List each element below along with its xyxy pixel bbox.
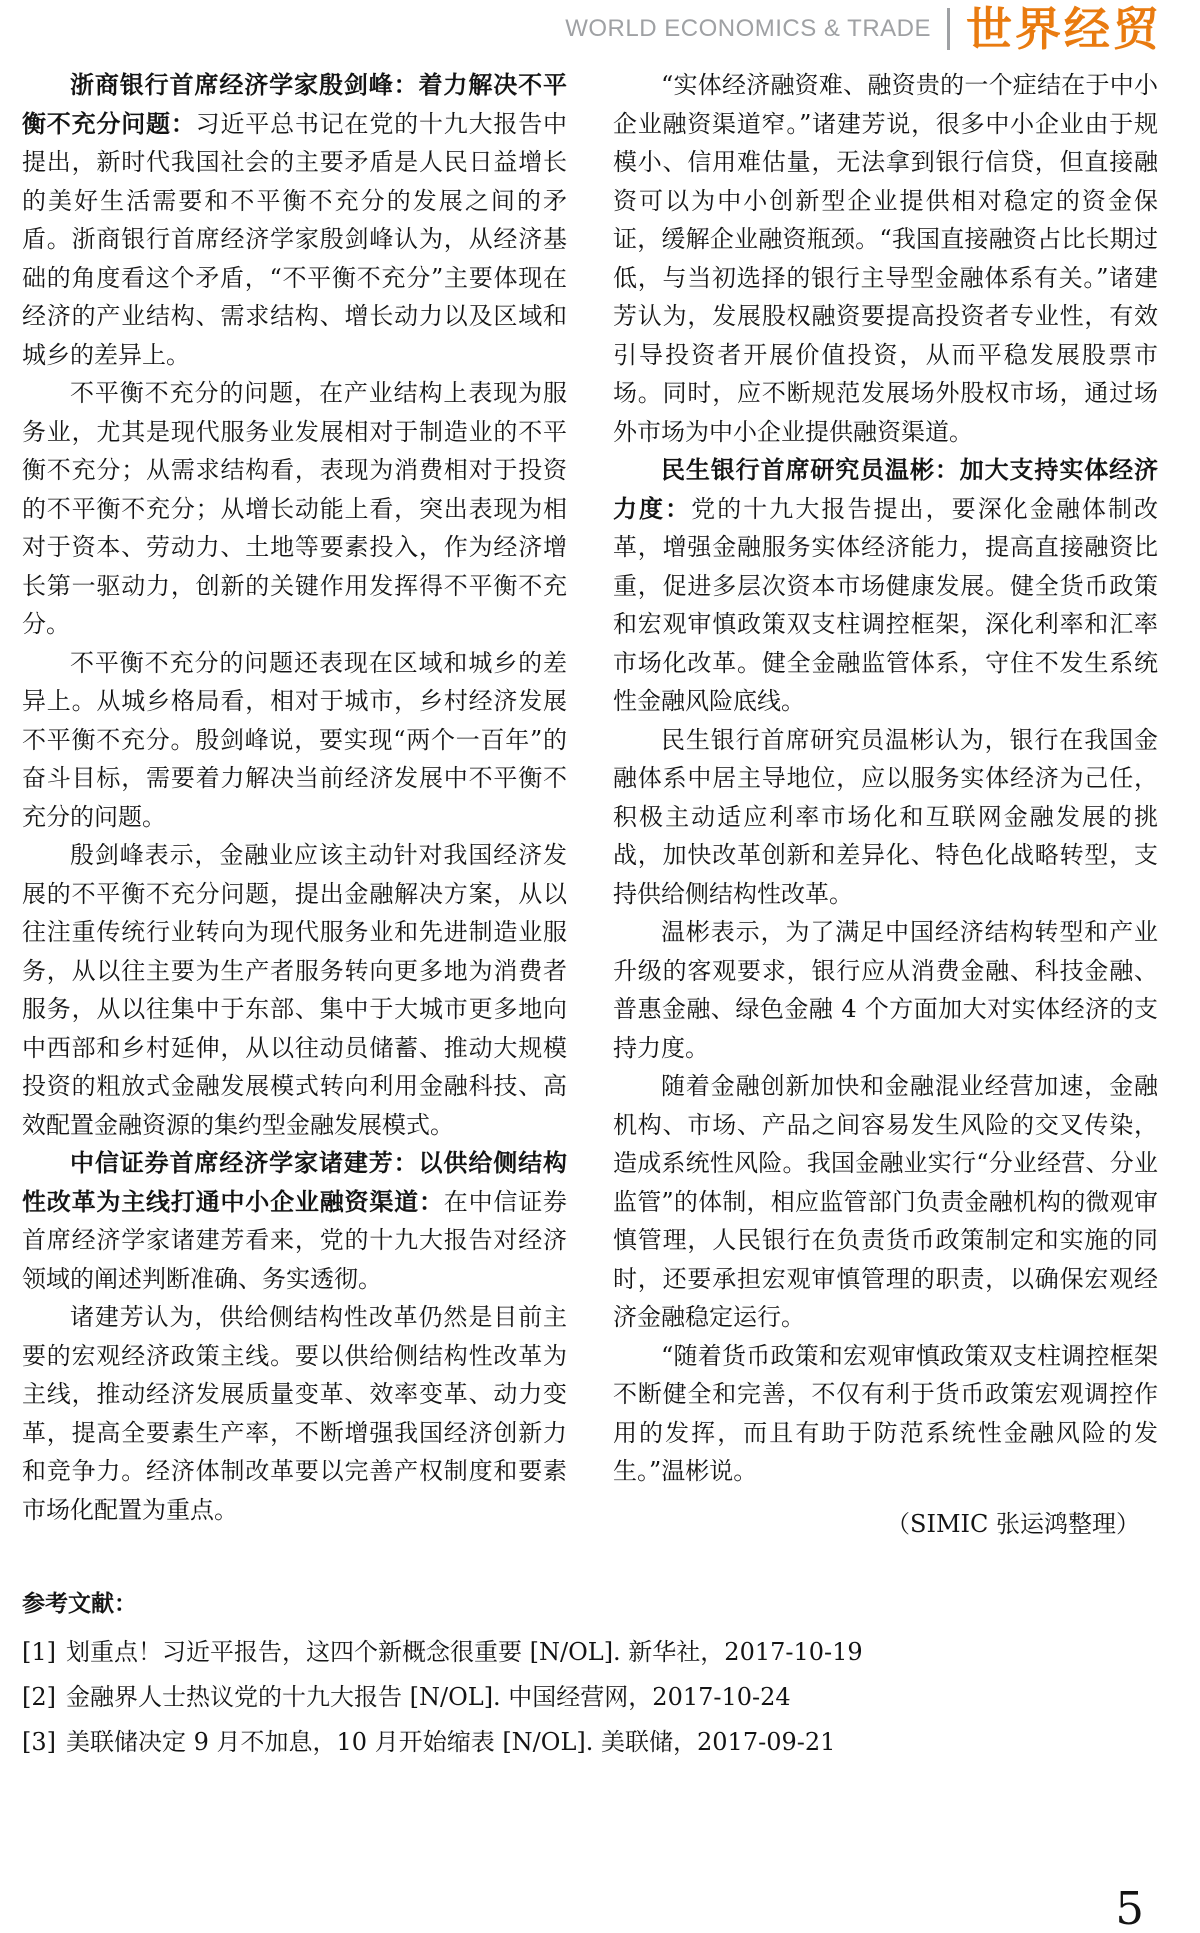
paragraph-lead: 民生银行首席研究员温彬：加大支持实体经济力度： (613, 455, 1158, 523)
paragraph (613, 66, 1158, 451)
paragraph-lead: 中信证券首席经济学家诸建芳：以供给侧结构性改革为主线打通中小企业融资渠道： (22, 1148, 567, 1216)
paragraph (22, 66, 567, 374)
paragraph-text: 温彬表示，为了满足中国经济结构转型和产业升级的客观要求，银行应从消费金融、科技金融、普惠金融、绿色金融 4 个方面加大对实体经济的支持力度。 (613, 918, 1158, 1062)
header-divider (947, 8, 950, 50)
paragraph-text: “随着货币政策和宏观审慎政策双支柱调控框架不断健全和完善，不仅有利于货币政策宏观调控作用的发挥，而且有助于防范系统性金融风险的发生。”温彬说。 (613, 1341, 1158, 1485)
article-body (22, 66, 1158, 1543)
reference-item (22, 1630, 1158, 1675)
reference-item (22, 1720, 1158, 1765)
paragraph-text: 不平衡不充分的问题还表现在区域和城乡的差异上。从城乡格局看，相对于城市，乡村经济发展不平衡不充分。殷剑峰说，要实现“两个一百年”的奋斗目标，需要着力解决当前经济发展中不平衡不充分的问题。 (22, 648, 567, 831)
reference-text: 划重点！习近平报告，这四个新概念很重要 [N/OL]. 新华社，2017-10-19 (66, 1638, 863, 1666)
paragraph-text: 随着金融创新加快和金融混业经营加速，金融机构、市场、产品之间容易发生风险的交叉传染，造成系统性风险。我国金融业实行“分业经营、分业监管”的体制，相应监管部门负责金融机构的微观审慎管理，人民银行在负责货币政策制定和实施的同时，还要承担宏观审慎管理的职责，以确保宏观经济金融稳定运行。 (613, 1072, 1158, 1331)
paragraph-text: 不平衡不充分的问题，在产业结构上表现为服务业，尤其是现代服务业发展相对于制造业的不平衡不充分；从需求结构看，表现为消费相对于投资的不平衡不充分；从增长动能上看，突出表现为相对于资本、劳动力、土地等要素投入，作为经济增长第一驱动力，创新的关键作用发挥得不平衡不充分。 (22, 379, 567, 638)
paragraph (613, 1337, 1158, 1491)
paragraph (22, 1298, 567, 1529)
byline: （SIMIC 张运鸿整理） (886, 1509, 1140, 1538)
paragraph (613, 1067, 1158, 1337)
paragraph (613, 913, 1158, 1067)
right-column (613, 66, 1158, 1543)
paragraph-text: 党的十九大报告提出，要深化金融体制改革，增强金融服务实体经济能力，提高直接融资比重，促进多层次资本市场健康发展。健全货币政策和宏观审慎政策双支柱调控框架，深化利率和汇率市场化改革。健全金融监管体系，守住不发生系统性金融风险底线。 (613, 494, 1159, 715)
paragraph-text: 在中信证券首席经济学家诸建芳看来，党的十九大报告对经济领域的阐述判断准确、务实透彻。 (22, 1187, 568, 1293)
left-column (22, 66, 567, 1543)
reference-label: [3] (22, 1728, 56, 1756)
reference-label: [1] (22, 1638, 56, 1666)
references-section (22, 1585, 1158, 1765)
reference-label: [2] (22, 1683, 56, 1711)
paragraph (613, 451, 1158, 721)
paragraph-text: 诸建芳认为，供给侧结构性改革仍然是目前主要的宏观经济政策主线。要以供给侧结构性改革为主线，推动经济发展质量变革、效率变革、动力变革，提高全要素生产率，不断增强我国经济创新力和竞争力。经济体制改革要以完善产权制度和要素市场化配置为重点。 (22, 1303, 567, 1524)
paragraph-text: “实体经济融资难、融资贵的一个症结在于中小企业融资渠道窄。”诸建芳说，很多中小企业由于规模小、信用难估量，无法拿到银行信贷，但直接融资可以为中小创新型企业提供相对稳定的资金保证，缓解企业融资瓶颈。“我国直接融资占比长期过低，与当初选择的银行主导型金融体系有关。”诸建芳认为，发展股权融资要提高投资者专业性，有效引导投资者开展价值投资，从而平稳发展股票市场。同时，应不断规范发展场外股权市场，通过场外市场为中小企业提供融资渠道。 (613, 71, 1158, 446)
journal-title-english: WORLD ECONOMICS & TRADE (565, 15, 931, 42)
reference-text: 美联储决定 9 月不加息，10 月开始缩表 [N/OL]. 美联储，2017-09-21 (66, 1728, 836, 1756)
page-header (565, 2, 1162, 56)
references-heading: 参考文献： (22, 1591, 137, 1617)
paragraph (22, 1144, 567, 1298)
paragraph (22, 644, 567, 837)
journal-title-chinese: 世界经贸 (966, 2, 1162, 56)
paragraph-text: 习近平总书记在党的十九大报告中提出，新时代我国社会的主要矛盾是人民日益增长的美好生活需要和不平衡不充分的发展之间的矛盾。浙商银行首席经济学家殷剑峰认为，从经济基础的角度看这个矛盾，“不平衡不充分”主要体现在经济的产业结构、需求结构、增长动力以及区域和城乡的差异上。 (22, 109, 568, 369)
reference-item (22, 1675, 1158, 1720)
paragraph-text: 民生银行首席研究员温彬认为，银行在我国金融体系中居主导地位，应以服务实体经济为己任，积极主动适应利率市场化和互联网金融发展的挑战，加快改革创新和差异化、特色化战略转型，支持供给侧结构性改革。 (613, 725, 1158, 908)
paragraph (22, 374, 567, 644)
paragraph (613, 721, 1158, 914)
right-column-paragraphs (613, 66, 1158, 1491)
page-number: 5 (1115, 1882, 1144, 1933)
paragraph-text: 殷剑峰表示，金融业应该主动针对我国经济发展的不平衡不充分问题，提出金融解决方案，从以往注重传统行业转向为现代服务业和先进制造业服务，从以往主要为生产者服务转向更多地为消费者服务，从以往集中于东部、集中于大城市更多地向中西部和乡村延伸，从以往动员储蓄、推动大规模投资的粗放式金融发展模式转向利用金融科技、高效配置金融资源的集约型金融发展模式。 (22, 841, 567, 1139)
paragraph-lead: 浙商银行首席经济学家殷剑峰：着力解决不平衡不充分问题： (22, 70, 567, 138)
paragraph (22, 836, 567, 1144)
reference-text: 金融界人士热议党的十九大报告 [N/OL]. 中国经营网，2017-10-24 (66, 1683, 791, 1711)
references-list (22, 1630, 1158, 1765)
